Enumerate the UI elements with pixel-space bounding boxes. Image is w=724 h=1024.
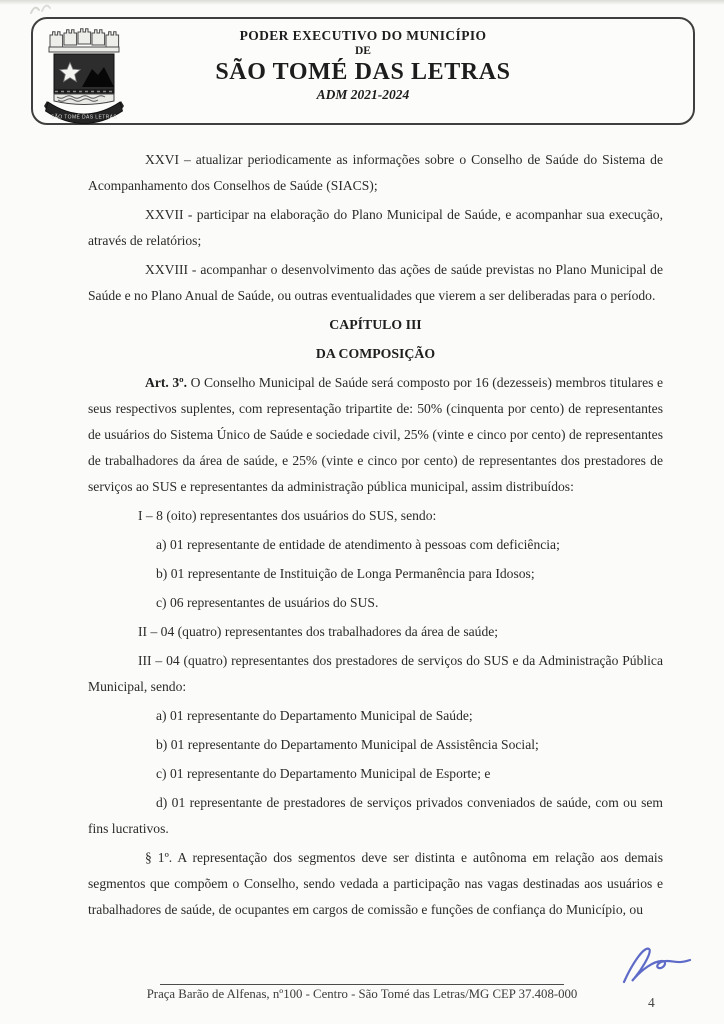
letterhead-branch: PODER EXECUTIVO DO MUNICÍPIO [239, 28, 487, 43]
clause-xxvi: XXVI – atualizar periodicamente as informações sobre o Conselho de Saúde do Sistema de Acompanhamento dos Conselhos de Saúde (SIACS); [88, 152, 663, 193]
clause-xxvii: XXVII - participar na elaboração do Plano Municipal de Saúde, e acompanhar sua execução, através de relatórios; [88, 207, 663, 248]
footer-rule [160, 984, 564, 985]
item-i-b: b) 01 representante de Instituição de Longa Permanência para Idosos; [156, 566, 535, 581]
item-iii: III – 04 (quatro) representantes dos prestadores de serviços do SUS e da Administração Pública Municipal, sendo: [88, 653, 663, 694]
letterhead-administration-term: ADM 2021-2024 [316, 87, 410, 102]
article-3-number: Art. 3º. [145, 375, 188, 390]
item-i-a: a) 01 representante de entidade de atendimento à pessoas com deficiência; [156, 537, 560, 552]
item-iii-a: a) 01 representante do Departamento Municipal de Saúde; [156, 708, 473, 723]
item-i-c: c) 06 representantes de usuários do SUS. [156, 595, 379, 610]
footer-address: Praça Barão de Alfenas, nº100 - Centro - São Tomé das Letras/MG CEP 37.408-000 [146, 987, 578, 1001]
chapter-subtitle: DA COMPOSIÇÃO [315, 346, 436, 361]
document-body [88, 147, 663, 926]
clause-xxviii: XXVIII - acompanhar o desenvolvimento das ações de saúde previstas no Plano Municipal de Saúde e no Plano Anual de Saúde, ou outras eventualidades que vierem a ser deliberadas para o período. [88, 262, 663, 303]
item-iii-d: d) 01 representante de prestadores de serviços privados conveniados de saúde, com ou sem fins lucrativos. [88, 795, 663, 836]
item-ii: II – 04 (quatro) representantes dos trabalhadores da área de saúde; [138, 624, 499, 639]
letterhead-de: DE [355, 45, 371, 57]
page-number: 4 [648, 995, 655, 1010]
letterhead [31, 28, 695, 103]
item-iii-b: b) 01 representante do Departamento Municipal de Assistência Social; [156, 737, 539, 752]
municipal-coat-of-arms-icon [42, 23, 126, 125]
paragraph-1: § 1º. A representação dos segmentos deve ser distinta e autônoma em relação aos demais segmentos que compõem o Conselho, sendo vedada a participação nas vagas destinadas aos usuários e trabalhadores de saúde, de ocupantes em cargos de comissão e funções de confiança do Município, ou [88, 850, 663, 917]
mural-crown-icon [49, 29, 119, 52]
article-3-text: O Conselho Municipal de Saúde será composto por 16 (dezesseis) membros titulares e seus respectivos suplentes, com representação tripartite de: 50% (cinquenta por cento) de representantes de usuários do Sistema Único de Saúde e sociedade civil, 25% (vinte e cinco por cento) de representantes de trabalhadores da área de saúde, e 25% (vinte e cinco por cento) de representantes dos prestadores de serviços ao SUS e representantes da administração pública municipal, assim distribuídos: [88, 375, 664, 494]
letterhead-municipality: SÃO TOMÉ DAS LETRAS [215, 59, 511, 85]
article-3 [88, 370, 663, 500]
chapter-title: CAPÍTULO III [329, 317, 422, 332]
crest-banner-text: SÃO TOMÉ DAS LETRAS [50, 114, 118, 121]
scan-smudge [28, 1, 62, 17]
signature-initials [612, 940, 700, 990]
item-i: I – 8 (oito) representantes dos usuários do SUS, sendo: [138, 508, 437, 523]
item-iii-c: c) 01 representante do Departamento Municipal de Esporte; e [156, 766, 491, 781]
shield-icon [54, 54, 114, 94]
